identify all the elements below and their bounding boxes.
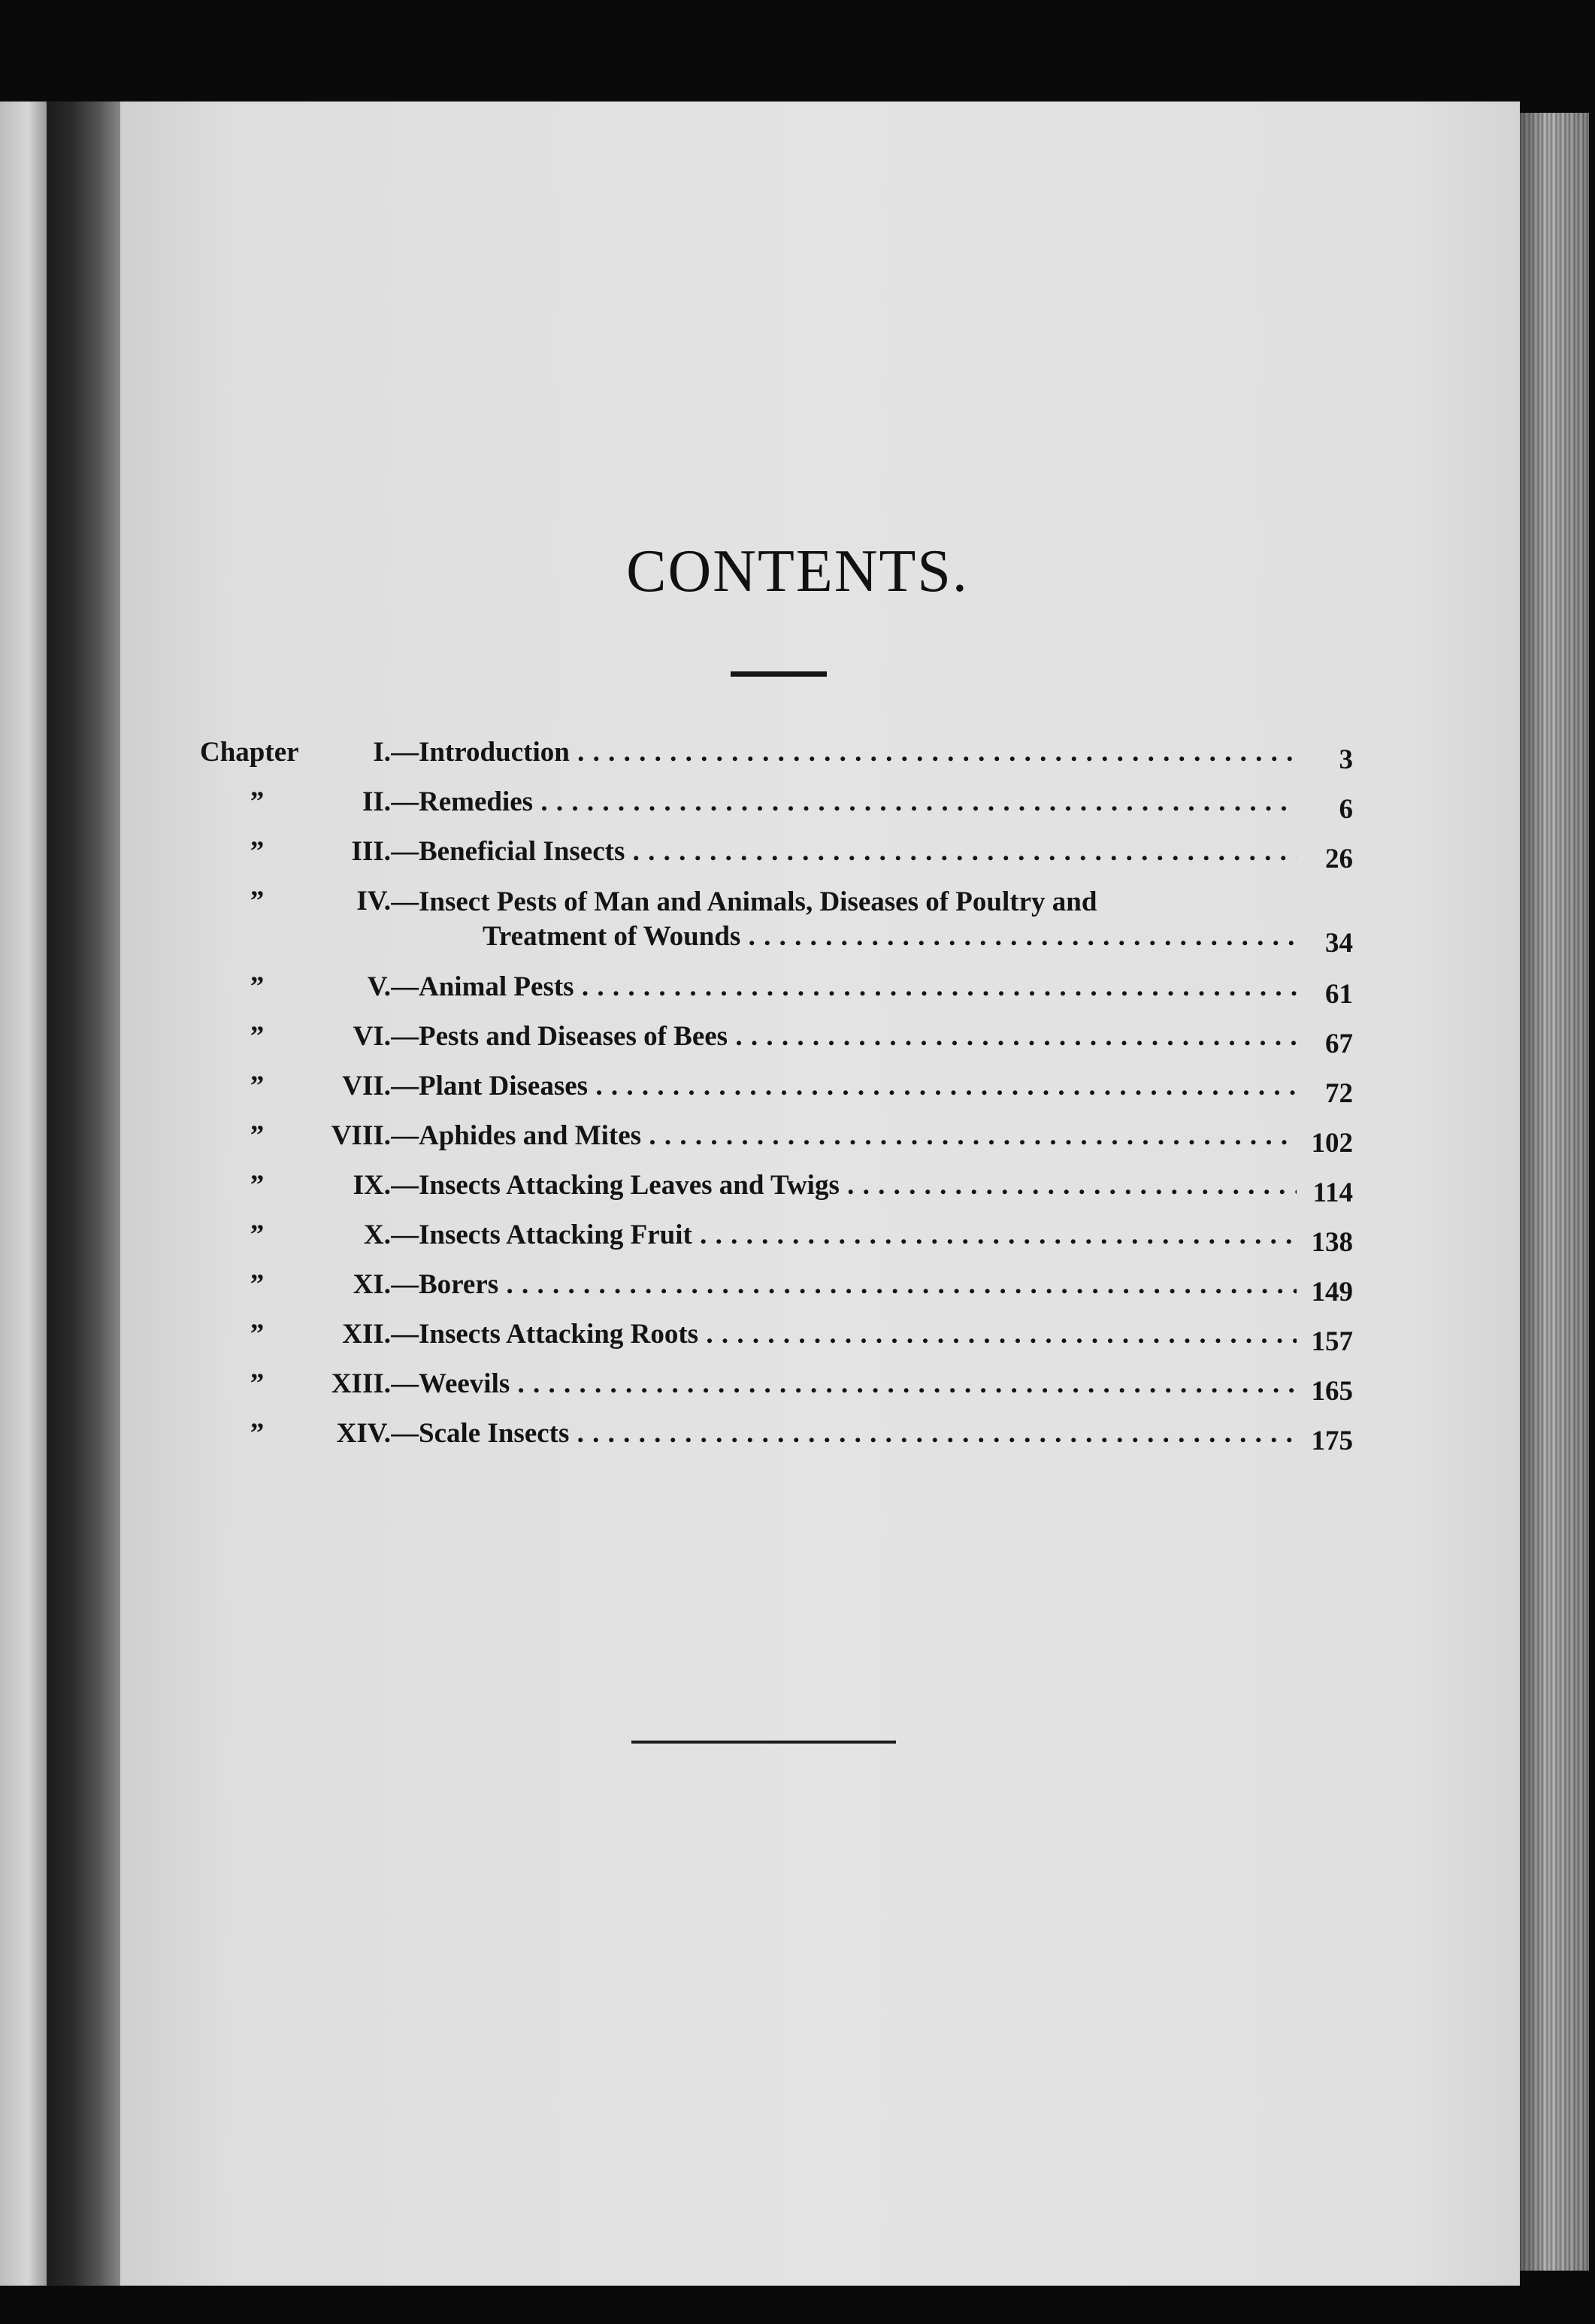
chapter-numeral: XII. [342, 1319, 391, 1350]
page-number: 72 [1325, 1078, 1353, 1109]
page-number: 26 [1325, 844, 1353, 874]
toc-entry [0, 882, 1595, 957]
chapter-numeral: VII. [342, 1071, 391, 1101]
ditto-mark: ” [250, 1418, 265, 1449]
page-number: 114 [1312, 1177, 1353, 1208]
chapter-title: —Insects Attacking Roots . . . [391, 1318, 1297, 1351]
chapter-numeral: III. [351, 836, 391, 867]
chapter-numeral: VI. [353, 1021, 391, 1052]
chapter-numeral: XIV. [336, 1418, 391, 1449]
chapter-numeral: X. [364, 1220, 391, 1250]
toc-entry [0, 1414, 1595, 1462]
toc-entry [0, 1365, 1595, 1413]
chapter-title: —Beneficial Insects . . . [391, 835, 1297, 868]
page-number: 6 [1339, 794, 1353, 825]
ditto-mark: ” [250, 1170, 265, 1201]
toc-entry [0, 1216, 1595, 1264]
chapter-title: —Remedies . . . [391, 786, 1297, 819]
page-number: 165 [1311, 1376, 1353, 1407]
page-number: 67 [1325, 1029, 1353, 1059]
ditto-mark: ” [250, 971, 265, 1002]
toc-entry [0, 783, 1595, 831]
chapter-title: —Insects Attacking Leaves and Twigs . . . [391, 1169, 1297, 1202]
chapter-numeral: V. [367, 971, 391, 1002]
page-number: 138 [1311, 1227, 1353, 1258]
toc-entry [0, 733, 1595, 781]
chapter-title: —Aphides and Mites . . . [391, 1120, 1297, 1153]
chapter-numeral: XI. [353, 1269, 391, 1300]
ditto-mark: ” [250, 836, 265, 867]
ditto-mark: ” [250, 1269, 265, 1300]
chapter-numeral: VIII. [331, 1120, 391, 1151]
ditto-mark: ” [250, 1021, 265, 1052]
page-title: CONTENTS. [626, 538, 969, 604]
closing-rule [631, 1741, 896, 1744]
ditto-mark: ” [250, 1319, 265, 1350]
chapter-title: —Introduction . . . [391, 736, 1297, 769]
chapter-title-line-1: —Insect Pests of Man and Animals, Diseases of Poultry and [391, 886, 1097, 917]
page-number: 175 [1311, 1426, 1353, 1456]
ditto-mark: ” [250, 786, 265, 817]
ditto-mark: ” [250, 1368, 265, 1399]
page-number: 157 [1311, 1326, 1353, 1357]
chapter-title: —Pests and Diseases of Bees . . . [391, 1020, 1297, 1053]
chapter-numeral: II. [362, 786, 391, 817]
chapter-title: —Insects Attacking Fruit . . . [391, 1219, 1297, 1252]
page-number: 102 [1311, 1128, 1353, 1159]
page-number: 61 [1325, 979, 1353, 1010]
chapter-numeral: IV. [356, 886, 391, 917]
chapter-title-line-2: Treatment of Wounds . . . [391, 920, 1297, 954]
chapter-title: —Scale Insects . . . [391, 1417, 1297, 1450]
page-number: 149 [1311, 1277, 1353, 1307]
toc-entry [0, 968, 1595, 1016]
toc-entry [0, 1017, 1595, 1065]
toc-entry [0, 1117, 1595, 1165]
chapter-numeral: XIII. [331, 1368, 391, 1399]
toc-entry [0, 832, 1595, 880]
ditto-mark: ” [250, 886, 265, 917]
chapter-title [391, 885, 1297, 954]
toc-entry [0, 1265, 1595, 1313]
chapter-numeral: I. [373, 737, 391, 768]
ditto-mark: ” [250, 1071, 265, 1101]
toc-entry [0, 1315, 1595, 1363]
toc-entry [0, 1067, 1595, 1115]
chapter-title: —Plant Diseases . . . [391, 1070, 1297, 1103]
chapter-label: Chapter [200, 737, 299, 768]
toc-entry [0, 1166, 1595, 1214]
ditto-mark: ” [250, 1120, 265, 1151]
page-number: 3 [1339, 744, 1353, 775]
page-number: 34 [1325, 928, 1353, 959]
ditto-mark: ” [250, 1220, 265, 1250]
chapter-numeral: IX. [353, 1170, 391, 1201]
chapter-title: —Animal Pests . . . [391, 971, 1297, 1004]
chapter-title: —Weevils . . . [391, 1368, 1297, 1401]
chapter-title: —Borers . . . [391, 1268, 1297, 1301]
